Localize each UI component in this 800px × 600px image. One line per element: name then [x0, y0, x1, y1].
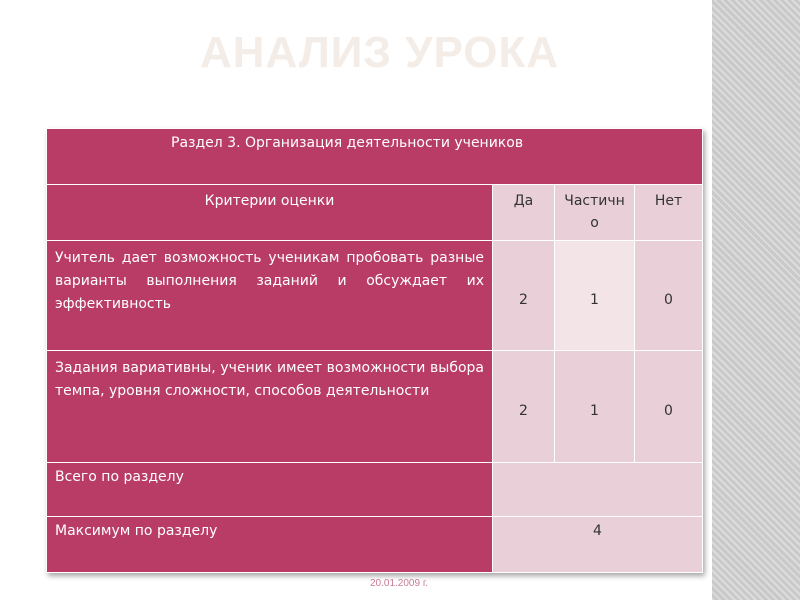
slide-date: 20.01.2009 г. [370, 578, 429, 589]
score-partial-cell [555, 351, 635, 463]
section-total-label: Всего по разделу [47, 463, 493, 517]
score-no-cell [635, 241, 703, 351]
score-partial-cell [555, 241, 635, 351]
score-yes-cell [493, 241, 555, 351]
section-total-value [493, 463, 703, 517]
header-yes: Да [493, 185, 555, 241]
score-partial: 1 [590, 291, 599, 308]
score-no: 0 [664, 291, 673, 308]
score-partial: 1 [590, 402, 599, 419]
criterion-cell: Задания вариативны, ученик имеет возможности выбора темпа, уровня сложности, способов деятельности [47, 351, 493, 463]
section-title: Раздел 3. Организация деятельности учеников [171, 135, 524, 151]
slide-title: АНАЛИЗ УРОКА [200, 28, 560, 77]
header-no: Нет [635, 185, 703, 241]
score-yes: 2 [519, 291, 528, 308]
header-criteria: Критерии оценки [47, 185, 493, 241]
criterion-cell: Учитель дает возможность ученикам пробовать разные варианты выполнения заданий и обсуждает их эффективность [47, 241, 493, 351]
section-maximum-value: 4 [493, 517, 703, 573]
score-no-cell [635, 351, 703, 463]
evaluation-table [46, 128, 703, 573]
score-yes-cell [493, 351, 555, 463]
score-yes: 2 [519, 402, 528, 419]
header-partial: Частично [555, 185, 635, 241]
section-maximum-label: Максимум по разделу [47, 517, 493, 573]
score-no: 0 [664, 402, 673, 419]
section-title-cell [47, 129, 703, 185]
decorative-side-strip [712, 0, 800, 600]
